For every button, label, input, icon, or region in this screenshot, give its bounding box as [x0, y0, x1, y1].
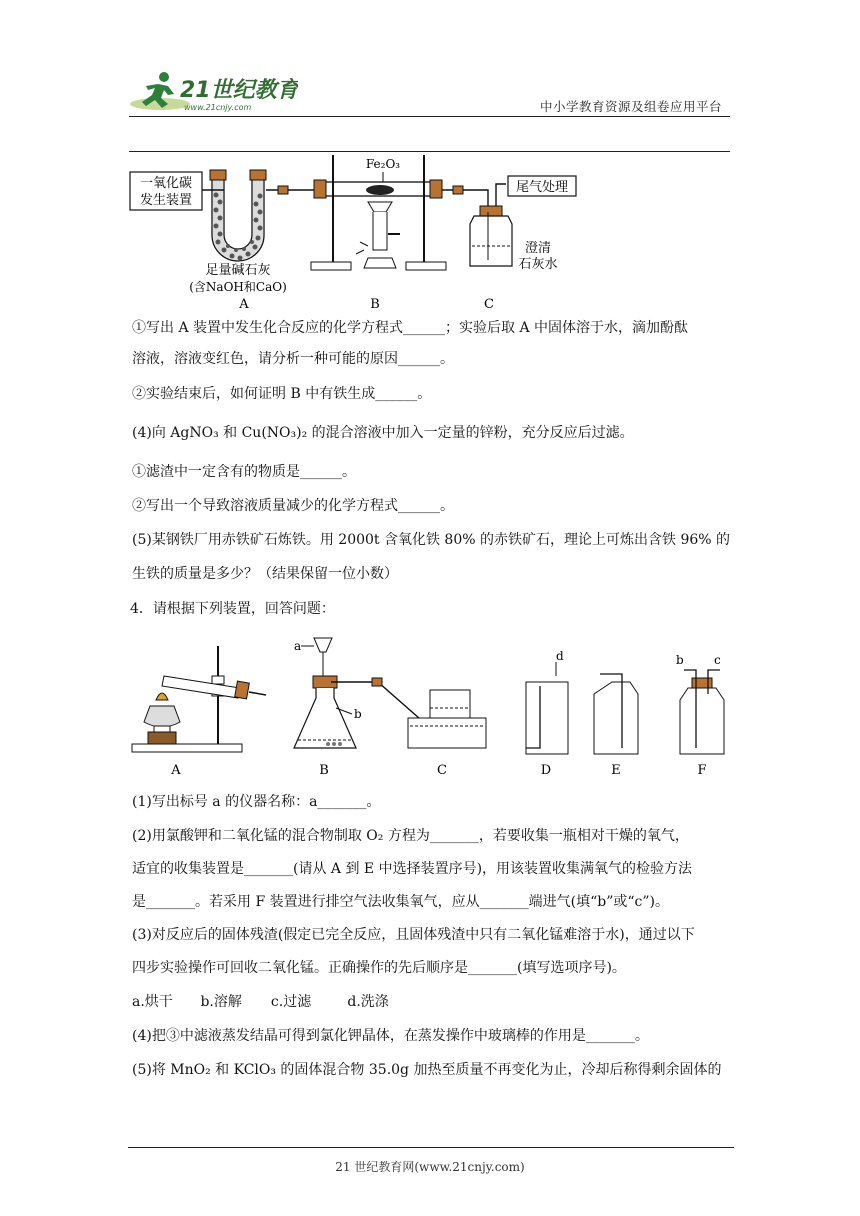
platform-name: 中小学教育资源及组卷应用平台 [540, 99, 723, 114]
label-fig-a: A [171, 763, 181, 778]
label-c: C [484, 297, 494, 312]
soda-lime-line2: (含NaOH和CaO) [189, 280, 287, 294]
mark-d: d [556, 649, 564, 663]
q4-line-7: (4)把③中滤液蒸发结晶可得到氯化钾晶体，在蒸发操作中玻璃棒的作用是_______。 [132, 1028, 649, 1044]
limewater-line2: 石灰水 [518, 257, 558, 272]
footer-text: 21 世纪教育网(www.21cnjy.com) [335, 1160, 525, 1174]
runner-logo-icon [128, 68, 298, 118]
q4-options [132, 992, 407, 1012]
q4-line-3: 适宜的收集装置是_______(请从 A 到 E 中选择装置序号)，用该装置收集满氧气的检验方法 [132, 861, 693, 877]
label-fig-f: F [697, 763, 707, 778]
label-fig-e: E [611, 763, 621, 778]
q3-line-2: 溶液，溶液变红色，请分析一种可能的原因______。 [132, 351, 454, 367]
option-a: a.烘干 [132, 994, 173, 1010]
mark-b: b [354, 707, 362, 721]
mark-c: c [714, 653, 721, 667]
figure-co-reduction-apparatus [128, 150, 598, 315]
label-fig-b: B [319, 763, 329, 778]
apparatus-f [676, 653, 724, 754]
mark-b-f: b [676, 653, 684, 667]
apparatus-e [594, 674, 638, 754]
co-box-line2: 发生装置 [139, 193, 193, 208]
q4-line-5: (3)对反应后的固体残渣(假定已完全反应，且固体残渣中只有二氧化锰难溶于水)，通过以下 [132, 927, 695, 943]
soda-lime-line1: 足量碱石灰 [205, 263, 271, 278]
option-d: d.洗涤 [347, 994, 389, 1010]
u-tube-a [210, 170, 320, 261]
q3-line-6: ②写出一个导致溶液质量减少的化学方程式______。 [132, 498, 454, 514]
apparatus-a [132, 646, 266, 752]
q4-title: 4．请根据下列装置，回答问题： [130, 601, 335, 617]
limewater-line1: 澄清 [524, 241, 552, 256]
q3-line-4: (4)向 AgNO₃ 和 Cu(NO₃)₂ 的混合溶液中加入一定量的锌粉，充分反应后过滤。 [132, 425, 634, 441]
footer-rule [128, 1147, 734, 1148]
label-a: A [239, 297, 249, 312]
mark-a: a [294, 639, 302, 653]
bottle-c [470, 206, 558, 272]
q4-line-6: 四步实验操作可回收二氧化锰。正确操作的先后顺序是_______(填写选项序号)。 [132, 960, 626, 976]
label-fig-d: D [540, 763, 552, 778]
q3-line-7: (5)某钢铁厂用赤铁矿石炼铁。用 2000t 含氧化铁 80% 的赤铁矿石，理论上可炼出含铁 96% 的 [132, 532, 731, 548]
apparatus-b [294, 638, 366, 748]
q4-line-8: (5)将 MnO₂ 和 KClO₃ 的固体混合物 35.0g 加热至质量不再变化为止，冷却后称得剩余固体的 [132, 1062, 722, 1078]
apparatus-d [526, 649, 568, 754]
site-logo [128, 68, 298, 118]
option-c: c.过滤 [270, 994, 312, 1010]
co-box-line1: 一氧化碳 [139, 176, 193, 191]
label-b: B [370, 297, 380, 312]
label-fig-c: C [437, 763, 447, 778]
q4-line-2: (2)用氯酸钾和二氧化锰的混合物制取 O₂ 方程为_______，若要收集一瓶相对干燥的氧气， [132, 828, 689, 844]
logo-sub-text: www.21cnjy.com [184, 103, 252, 112]
q3-line-8: 生铁的质量是多少？（结果保留一位小数） [132, 566, 398, 582]
apparatus-c [366, 678, 486, 748]
q3-line-5: ①滤渣中一定含有的物质是______。 [132, 464, 356, 480]
q4-line-4: 是_______。若采用 F 装置进行排空气法收集氧气，应从_______端进气(填“b”或“c”)。 [132, 894, 669, 910]
option-b: b.溶解 [200, 994, 242, 1010]
logo-main-text: 21世纪教育 [180, 78, 298, 103]
header-rule [129, 116, 730, 117]
combustion-tube-b [311, 155, 473, 270]
q3-line-1: ①写出 A 装置中发生化合反应的化学方程式______；实验后取 A 中固体溶于水，滴加酚酞 [132, 320, 689, 336]
tail-gas-label: 尾气处理 [515, 180, 569, 195]
q3-line-3: ②实验结束后，如何证明 B 中有铁生成______。 [132, 386, 432, 402]
figure-oxygen-apparatus [128, 636, 738, 778]
q4-line-1: (1)写出标号 a 的仪器名称：a_______。 [132, 794, 381, 810]
fe2o3-label: Fe₂O₃ [365, 157, 401, 171]
